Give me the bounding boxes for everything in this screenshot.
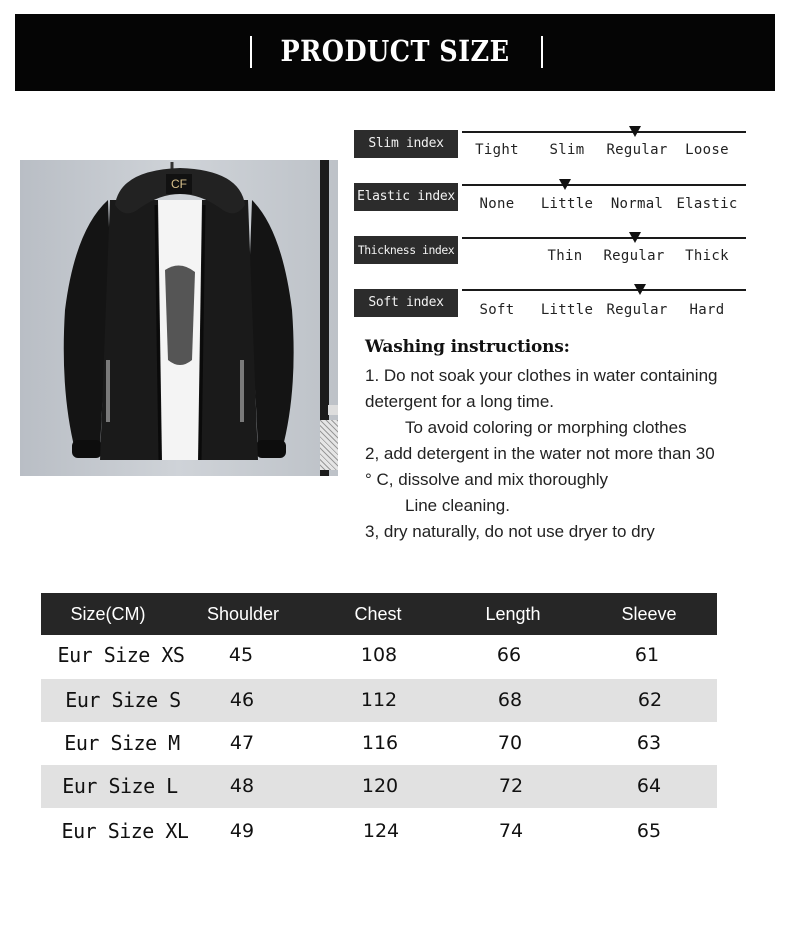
washing-line-2: detergent for a long time. bbox=[365, 392, 555, 411]
cell-chest: 124 bbox=[362, 820, 400, 842]
cell-size: Eur Size XL bbox=[61, 819, 189, 843]
washing-line-6: Line cleaning. bbox=[405, 496, 510, 515]
slim-index-marker bbox=[629, 126, 641, 137]
header-shoulder: Shoulder bbox=[206, 604, 280, 624]
soft-option-hard: Hard bbox=[689, 302, 725, 318]
page-title: PRODUCT SIZE bbox=[280, 34, 510, 68]
header-banner bbox=[15, 14, 775, 91]
thickness-option-thick: Thick bbox=[685, 248, 729, 264]
washing-line-7: 3, dry naturally, do not use dryer to dry bbox=[365, 522, 655, 541]
cell-sleeve: 63 bbox=[636, 732, 662, 754]
soft-index-marker bbox=[634, 284, 646, 295]
elastic-option-elastic: Elastic bbox=[676, 196, 738, 212]
title-divider-right bbox=[541, 36, 543, 68]
cell-length: 74 bbox=[498, 820, 524, 842]
cell-size: Eur Size L bbox=[62, 774, 178, 798]
cell-length: 72 bbox=[498, 775, 524, 797]
product-photo bbox=[20, 160, 338, 476]
washing-line-1: 1. Do not soak your clothes in water containing bbox=[365, 366, 718, 385]
table-row bbox=[41, 765, 717, 808]
washing-line-5: ° C, dissolve and mix thoroughly bbox=[365, 470, 609, 489]
cell-length: 68 bbox=[497, 689, 523, 711]
washing-instructions-title: Washing instructions: bbox=[365, 337, 570, 357]
washing-line-3: To avoid coloring or morphing clothes bbox=[405, 418, 687, 437]
soft-index-scale bbox=[462, 289, 746, 291]
thickness-index-marker bbox=[629, 232, 641, 243]
cell-chest: 112 bbox=[360, 689, 398, 711]
table-row bbox=[41, 810, 717, 853]
cell-sleeve: 64 bbox=[636, 775, 662, 797]
thickness-index-scale bbox=[462, 237, 746, 239]
header-size: Size(CM) bbox=[70, 604, 146, 624]
soft-option-regular: Regular bbox=[606, 302, 668, 318]
table-row bbox=[41, 722, 717, 765]
thickness-index-label: Thickness index bbox=[354, 236, 458, 264]
cell-shoulder: 48 bbox=[229, 775, 255, 797]
slim-option-tight: Tight bbox=[475, 142, 519, 158]
cell-length: 70 bbox=[497, 732, 523, 754]
cell-shoulder: 45 bbox=[228, 644, 254, 666]
soft-index-label: Soft index bbox=[354, 289, 458, 317]
cell-chest: 120 bbox=[361, 775, 399, 797]
size-table-header bbox=[41, 593, 717, 635]
header-length: Length bbox=[485, 604, 541, 624]
cell-chest: 116 bbox=[361, 732, 399, 754]
jacket-illustration bbox=[20, 160, 338, 476]
header-sleeve: Sleeve bbox=[621, 604, 677, 624]
cell-chest: 108 bbox=[360, 644, 398, 666]
table-row bbox=[41, 634, 717, 677]
slim-option-loose: Loose bbox=[685, 142, 729, 158]
cell-sleeve: 62 bbox=[637, 689, 663, 711]
cell-length: 66 bbox=[496, 644, 522, 666]
cell-shoulder: 47 bbox=[229, 732, 255, 754]
cell-size: Eur Size M bbox=[64, 731, 180, 755]
soft-option-soft: Soft bbox=[479, 302, 515, 318]
table-row bbox=[41, 679, 717, 722]
elastic-option-none: None bbox=[479, 196, 515, 212]
elastic-option-little: Little bbox=[540, 196, 594, 212]
slim-index-scale bbox=[462, 131, 746, 133]
cell-size: Eur Size XS bbox=[57, 643, 185, 667]
header-chest: Chest bbox=[354, 604, 402, 624]
elastic-index-scale bbox=[462, 184, 746, 186]
elastic-option-normal: Normal bbox=[610, 196, 664, 212]
cell-size: Eur Size S bbox=[65, 688, 181, 712]
elastic-index-marker bbox=[559, 179, 571, 190]
cell-shoulder: 49 bbox=[229, 820, 255, 842]
collar-tag-label: CF bbox=[171, 177, 187, 191]
thickness-option-thin: Thin bbox=[547, 248, 583, 264]
slim-option-slim: Slim bbox=[549, 142, 585, 158]
cell-sleeve: 65 bbox=[636, 820, 662, 842]
slim-index-label: Slim index bbox=[354, 130, 458, 158]
cell-sleeve: 61 bbox=[634, 644, 660, 666]
cell-shoulder: 46 bbox=[229, 689, 255, 711]
slim-option-regular: Regular bbox=[606, 142, 668, 158]
soft-option-little: Little bbox=[540, 302, 594, 318]
elastic-index-label: Elastic index bbox=[354, 183, 458, 211]
washing-line-4: 2, add detergent in the water not more than 30 bbox=[365, 444, 715, 463]
thickness-option-regular: Regular bbox=[603, 248, 665, 264]
